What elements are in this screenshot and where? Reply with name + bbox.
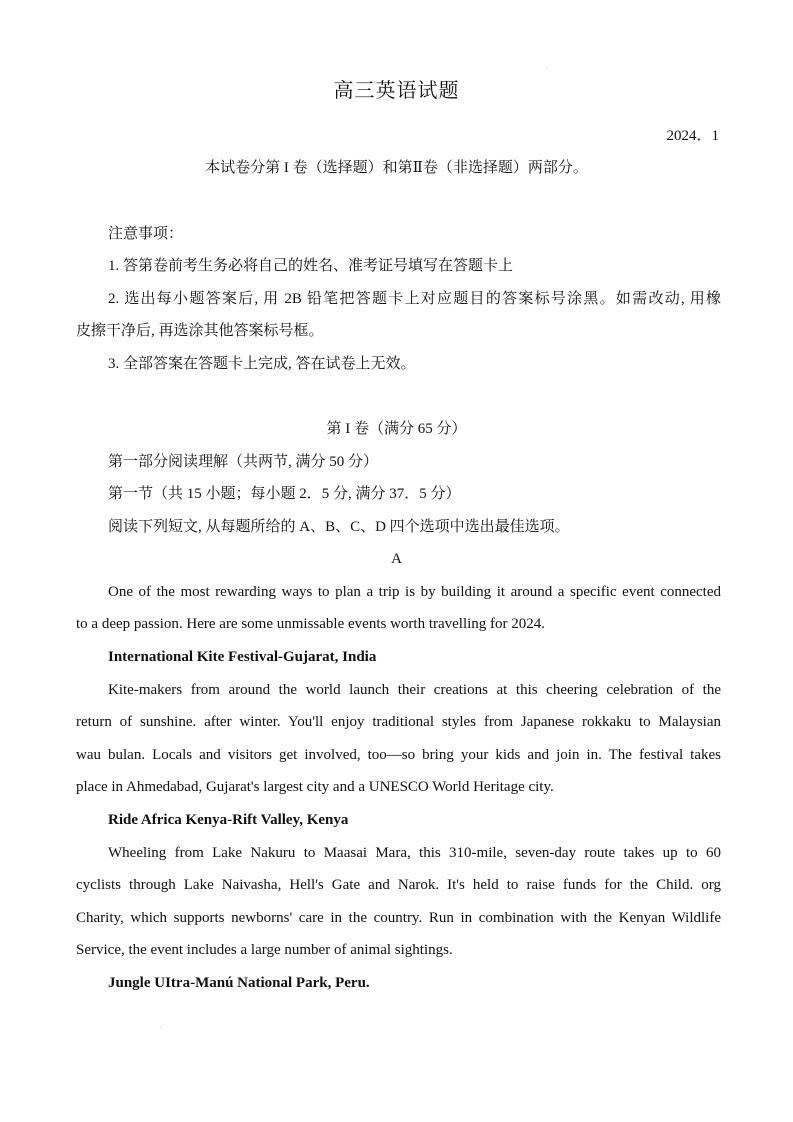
event-1-line-4: place in Ahmedabad, Gujarat's largest city and a UNESCO World Heritage city. [76,779,554,795]
volume-heading: 第 I 卷（满分 65 分） [326,421,467,437]
part-heading: 第一部分阅读理解（共两节, 满分 50 分） [108,454,379,470]
notes-heading: 注意事项： [108,226,184,242]
scan-speck [160,1027,161,1028]
event-1-line-3: wau bulan. Locals and visitors get involved, too—so bring your kids and join in. The festival takes [76,747,721,763]
passage-intro-line-1: One of the most rewarding ways to plan a trip is by building it around a specific event connected [108,584,721,600]
event-2-heading: Ride Africa Kenya-Rift Valley, Kenya [108,812,349,828]
notes-item-2-line-2: 皮擦干净后, 再选涂其他答案标号框。 [76,323,324,339]
event-1-line-1: Kite-makers from around the world launch their creations at this cheering celebration of the [108,682,721,698]
event-3-heading: Jungle UItra-Manú National Park, Peru. [108,975,370,991]
instruction-text: 阅读下列短文, 从每题所给的 A、B、C、D 四个选项中选出最佳选项。 [108,519,570,535]
event-1-heading: International Kite Festival-Gujarat, India [108,649,377,665]
notes-item-3: 3. 全部答案在答题卡上完成, 答在试卷上无效。 [108,356,416,372]
event-2-line-4: Service, the event includes a large number of animal sightings. [76,942,453,958]
notes-item-2-line-1: 2. 选出每小题答案后, 用 2B 铅笔把答题卡上对应题目的答案标号涂黑。如需改动, 用橡 [108,291,721,307]
exam-date: 2024．1 [666,128,719,144]
passage-intro-line-2: to a deep passion. Here are some unmissable events worth travelling for 2024. [76,616,546,632]
exam-intro: 本试卷分第 I 卷（选择题）和第Ⅱ卷（非选择题）两部分。 [205,160,588,176]
page-title: 高三英语试题 [333,80,460,102]
notes-item-1: 1. 答第卷前考生务必将自己的姓名、准考证号填写在答题卡上 [108,258,514,274]
subsection-heading: 第一节（共 15 小题；每小题 2．5 分, 满分 37．5 分） [108,486,461,502]
scan-speck [546,68,547,69]
event-2-line-2: cyclists through Lake Naivasha, Hell's Gate and Narok. It's held to raise funds for the Child. org [76,877,721,893]
event-1-line-2: return of sunshine. after winter. You'll enjoy traditional styles from Japanese rokkaku to Malaysian [76,714,721,730]
event-2-line-3: Charity, which supports newborns' care in the country. Run in combination with the Kenyan Wildlife [76,910,721,926]
passage-label: A [391,551,402,567]
event-2-line-1: Wheeling from Lake Nakuru to Maasai Mara, this 310-mile, seven-day route takes up to 60 [108,845,721,861]
